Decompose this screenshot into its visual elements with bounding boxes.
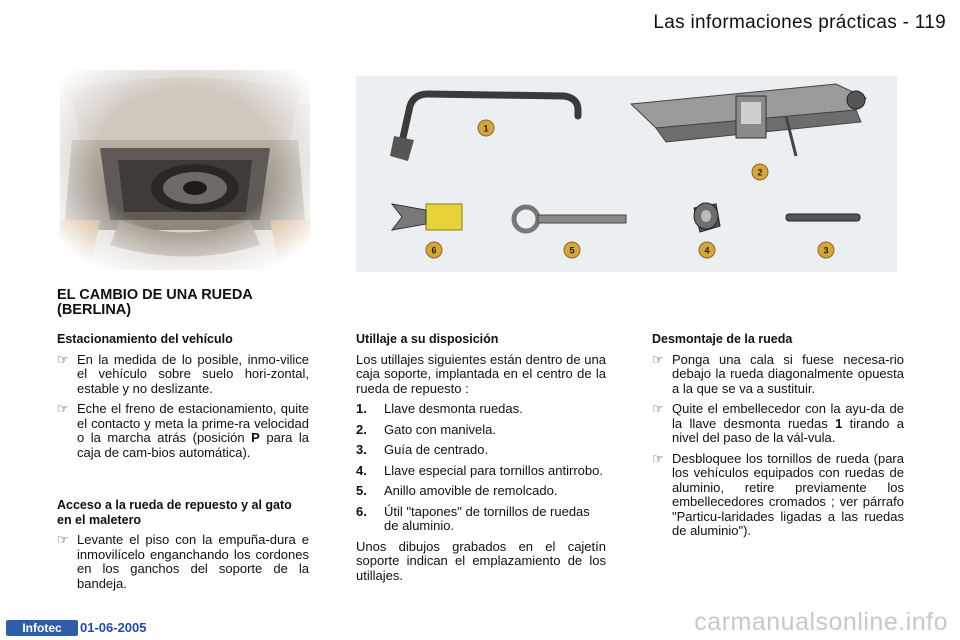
main-title: EL CAMBIO DE UNA RUEDA (BERLINA) — [57, 287, 253, 318]
hand-pointer-icon: ☞ — [57, 401, 69, 416]
tools-outro: Unos dibujos grabados en el cajetín soporte indican el emplazamiento de los utillajes. — [356, 538, 606, 583]
bullet-access-1: ☞ Levante el piso con la empuña-dura e inmovilícelo enganchando los cordones en los ganchos del soporte de la bandeja. — [57, 532, 309, 591]
tool-item-5: 5. Anillo amovible de remolcado. — [356, 483, 558, 498]
tool-label-2: 2 — [757, 167, 763, 178]
tool-item-3: 3. Guía de centrado. — [356, 442, 489, 457]
tools-illustration — [356, 76, 897, 272]
tool-label-1: 1 — [483, 123, 489, 134]
jack-drawing — [631, 84, 866, 156]
tool-item-6: 6. Útil "tapones" de tornillos de ruedas de aluminio. — [356, 503, 590, 533]
tool-item-1: 1. Llave desmonta ruedas. — [356, 401, 523, 416]
hand-pointer-icon: ☞ — [652, 351, 664, 367]
section-heading-parking: Estacionamiento del vehículo — [57, 332, 233, 346]
column-2 — [356, 332, 606, 589]
hand-pointer-icon: ☞ — [57, 532, 69, 547]
tool-label-3: 3 — [823, 245, 829, 256]
tool-label-6: 6 — [431, 245, 437, 256]
tool-label-4: 4 — [704, 245, 710, 256]
hand-pointer-icon: ☞ — [57, 351, 69, 367]
hand-pointer-icon: ☞ — [652, 450, 664, 466]
tool-label-5: 5 — [569, 245, 575, 256]
column-3 — [652, 332, 904, 545]
hand-pointer-icon: ☞ — [652, 401, 664, 416]
section-heading-tools: Utillaje a su disposición — [356, 332, 499, 346]
centring-guide-drawing — [786, 214, 860, 221]
bullet-removal-3: ☞ Desbloquee los tornillos de rueda (para los vehículos equipados con ruedas de aluminio, retire previamente los embellecedores cromados ; ver párrafo "Particu-laridades ligadas a las ruedas de aluminio"). — [652, 450, 904, 538]
infotec-logo: Infotec — [6, 620, 78, 636]
column-1 — [57, 332, 309, 597]
bullet-removal-1: ☞ Ponga una cala si fuese necesa-rio debajo la rueda diagonalmente opuesta a la que se va a sustituir. — [652, 351, 904, 396]
section-heading-access: Acceso a la rueda de repuesto y al gato en el maletero — [57, 498, 292, 527]
page-header: Las informaciones prácticas - 119 — [653, 12, 946, 33]
footer-date: 01-06-2005 — [80, 620, 147, 635]
watermark: carmanualsonline.info — [694, 608, 948, 636]
tools-intro: Los utillajes siguientes están dentro de una caja soporte, implantada en el centro de la rueda de repuesto : — [356, 351, 606, 396]
tool-item-2: 2. Gato con manivela. — [356, 421, 497, 437]
bullet-parking-1: ☞ En la medida de lo posible, inmo-vilice el vehículo sobre suelo hori-zontal, estable y no deslizante. — [57, 351, 309, 396]
bullet-parking-2: ☞ Eche el freno de estacionamiento, quite el contacto y meta la prime-ra velocidad o la marcha atrás (posición P para la caja de cam-bios automática). — [57, 401, 310, 460]
anti-theft-key-drawing — [694, 203, 720, 232]
cap-tool-drawing — [392, 204, 462, 230]
tool-item-4: 4. Llave especial para tornillos antirrobo. — [356, 462, 603, 478]
towing-eye-drawing — [514, 207, 626, 231]
gear-position-p: P — [251, 430, 260, 445]
trunk-photo — [60, 70, 310, 270]
bullet-removal-2: ☞ Quite el embellecedor con la ayu-da de la llave desmonta ruedas 1 tirando a nivel del paso de la vál-vula. — [652, 401, 904, 445]
section-heading-removal: Desmontaje de la rueda — [652, 332, 793, 346]
